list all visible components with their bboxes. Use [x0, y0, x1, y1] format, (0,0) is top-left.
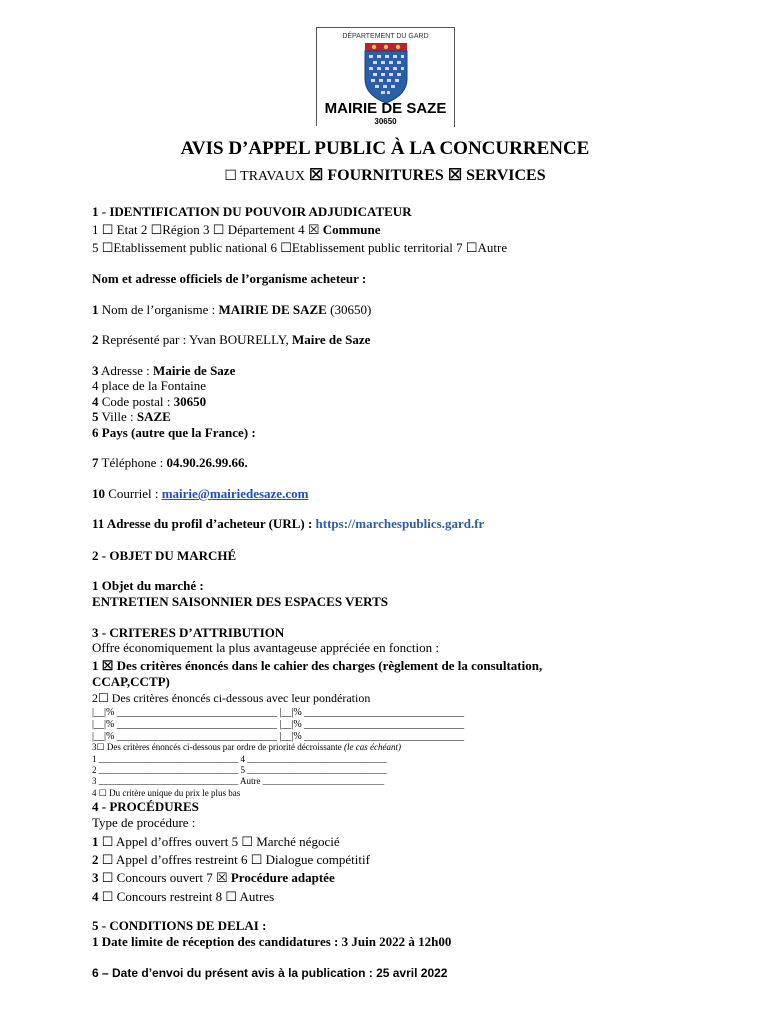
procedure-type-label: Type de procédure : [92, 815, 196, 830]
field-number: 3 [92, 363, 99, 378]
telephone [92, 455, 248, 471]
option-travaux: ☐ TRAVAUX [224, 169, 305, 184]
priority-row: 2 _______________________________ 5 _______________________________ [92, 765, 387, 775]
field-label: Courriel : [108, 486, 159, 501]
field-number: 2 [92, 332, 99, 347]
field-number: 4 [92, 394, 99, 409]
field-label: Ville : [101, 409, 134, 424]
logo-zip: 30650 [374, 117, 397, 126]
field-suffix: (30650) [330, 302, 372, 317]
city [92, 409, 171, 425]
criteria-option-1: 1 ☒ Des critères énoncés dans le cahier des charges (règlement de la consultation, [92, 658, 543, 673]
organisation-heading: Nom et adresse officiels de l’organisme acheteur : [92, 271, 367, 286]
address [92, 363, 235, 379]
row-number: 3 [92, 870, 99, 885]
weighting-row: |__|% ________________________________ |__|% ________________________________ [92, 707, 465, 718]
field-number: 5 [92, 409, 99, 424]
row-number: 2 [92, 852, 99, 867]
authority-options: 1 ☐ Etat 2 ☐Région 3 ☐ Département 4 ☒ [92, 222, 320, 237]
authority-type-line1 [92, 222, 381, 238]
field-label: 11 Adresse du profil d’acheteur (URL) : [92, 516, 313, 531]
url-link[interactable]: https://marchespublics.gard.fr [315, 516, 485, 531]
criteria-option-2: 2☐ Des critères énoncés ci-dessous avec leur pondération [92, 691, 371, 705]
logo-mairie-name: MAIRIE DE SAZE [324, 100, 447, 117]
section3-heading: 3 - CRITERES D’ATTRIBUTION [92, 625, 285, 640]
criteria-option-1-cont: CCAP,CCTP) [92, 674, 170, 689]
criteria-intro: Offre économiquement la plus avantageuse appréciée en fonction : [92, 640, 440, 655]
representative [92, 332, 370, 348]
procedure-row [92, 889, 274, 905]
country: 6 Pays (autre que la France) : [92, 425, 256, 440]
deadline: 1 Date limite de réception des candidatures : 3 Juin 2022 à 12h00 [92, 934, 452, 949]
option-fournitures: ☒ FOURNITURES [309, 167, 444, 184]
authority-type-line2: 5 ☐Etablissement public national 6 ☐Etablissement public territorial 7 ☐Autre [92, 240, 508, 255]
field-value: SAZE [136, 409, 171, 424]
procedure-row [92, 852, 370, 868]
row-selected: Procédure adaptée [230, 870, 335, 885]
organisation-name [92, 302, 371, 318]
publication-date: 6 – Date d’envoi du présent avis à la publication : 25 avril 2022 [92, 966, 448, 980]
mairie-logo [316, 27, 455, 127]
field-label: Représenté par : Yvan BOURELLY, [101, 332, 289, 347]
section4-heading: 4 - PROCÉDURES [92, 799, 199, 814]
weighting-row: |__|% ________________________________ |__|% ________________________________ [92, 719, 465, 730]
section5-heading: 5 - CONDITIONS DE DELAI : [92, 918, 267, 933]
criteria-option-4: 4 ☐ Du critère unique du prix le plus bas [92, 788, 241, 798]
page-title: AVIS D’APPEL PUBLIC À LA CONCURRENCE [180, 138, 590, 159]
priority-row: 3 _______________________________ Autre ___________________________ [92, 776, 385, 786]
row-number: 4 [92, 889, 99, 904]
market-type-line [0, 165, 770, 185]
field-label: Code postal : [101, 394, 171, 409]
criteria-option-3 [92, 742, 401, 753]
field-label: Téléphone : [101, 455, 164, 470]
field-value: MAIRIE DE SAZE [218, 302, 327, 317]
field-label: Adresse : [101, 363, 150, 378]
buyer-profile-url [92, 516, 484, 532]
row-text: ☐ Appel d’offres ouvert 5 ☐ Marché négocié [101, 834, 340, 849]
row-text: ☐ Concours ouvert 7 ☒ [101, 870, 231, 885]
coat-of-arms-icon [363, 43, 409, 105]
address-street: 4 place de la Fontaine [92, 378, 207, 393]
field-label: Nom de l’organisme : [101, 302, 216, 317]
postal-code [92, 394, 206, 410]
email [92, 486, 308, 502]
field-value: Maire de Saze [291, 332, 371, 347]
field-number: 1 [92, 302, 99, 317]
option-note: (le cas échéant) [343, 742, 401, 752]
field-value: Mairie de Saze [153, 363, 236, 378]
object-label: 1 Objet du marché : [92, 578, 204, 593]
row-text: ☐ Appel d’offres restreint 6 ☐ Dialogue compétitif [101, 852, 370, 867]
option-services: ☒ SERVICES [447, 167, 546, 184]
priority-row: 1 _______________________________ 4 _______________________________ [92, 754, 387, 764]
logo-department: DÉPARTEMENT DU GARD [342, 33, 429, 40]
row-text: ☐ Concours restreint 8 ☐ Autres [101, 889, 275, 904]
section1-heading: 1 - IDENTIFICATION DU POUVOIR ADJUDICATEUR [92, 204, 412, 219]
field-value: 30650 [173, 394, 207, 409]
procedure-row [92, 870, 335, 886]
authority-selected: Commune [322, 222, 381, 237]
procedure-row [92, 834, 340, 850]
weighting-row: |__|% ________________________________ |__|% ________________________________ [92, 731, 465, 742]
object-value: ENTRETIEN SAISONNIER DES ESPACES VERTS [92, 594, 388, 609]
section2-heading: 2 - OBJET DU MARCHÉ [92, 548, 237, 563]
option-text: 3☐ Des critères énoncés ci-dessous par ordre de priorité décroissante [92, 742, 342, 752]
row-number: 1 [92, 834, 99, 849]
email-link[interactable]: mairie@mairiedesaze.com [161, 486, 309, 501]
field-number: 10 [92, 486, 105, 501]
field-number: 7 [92, 455, 99, 470]
field-value: 04.90.26.99.66. [166, 455, 248, 470]
